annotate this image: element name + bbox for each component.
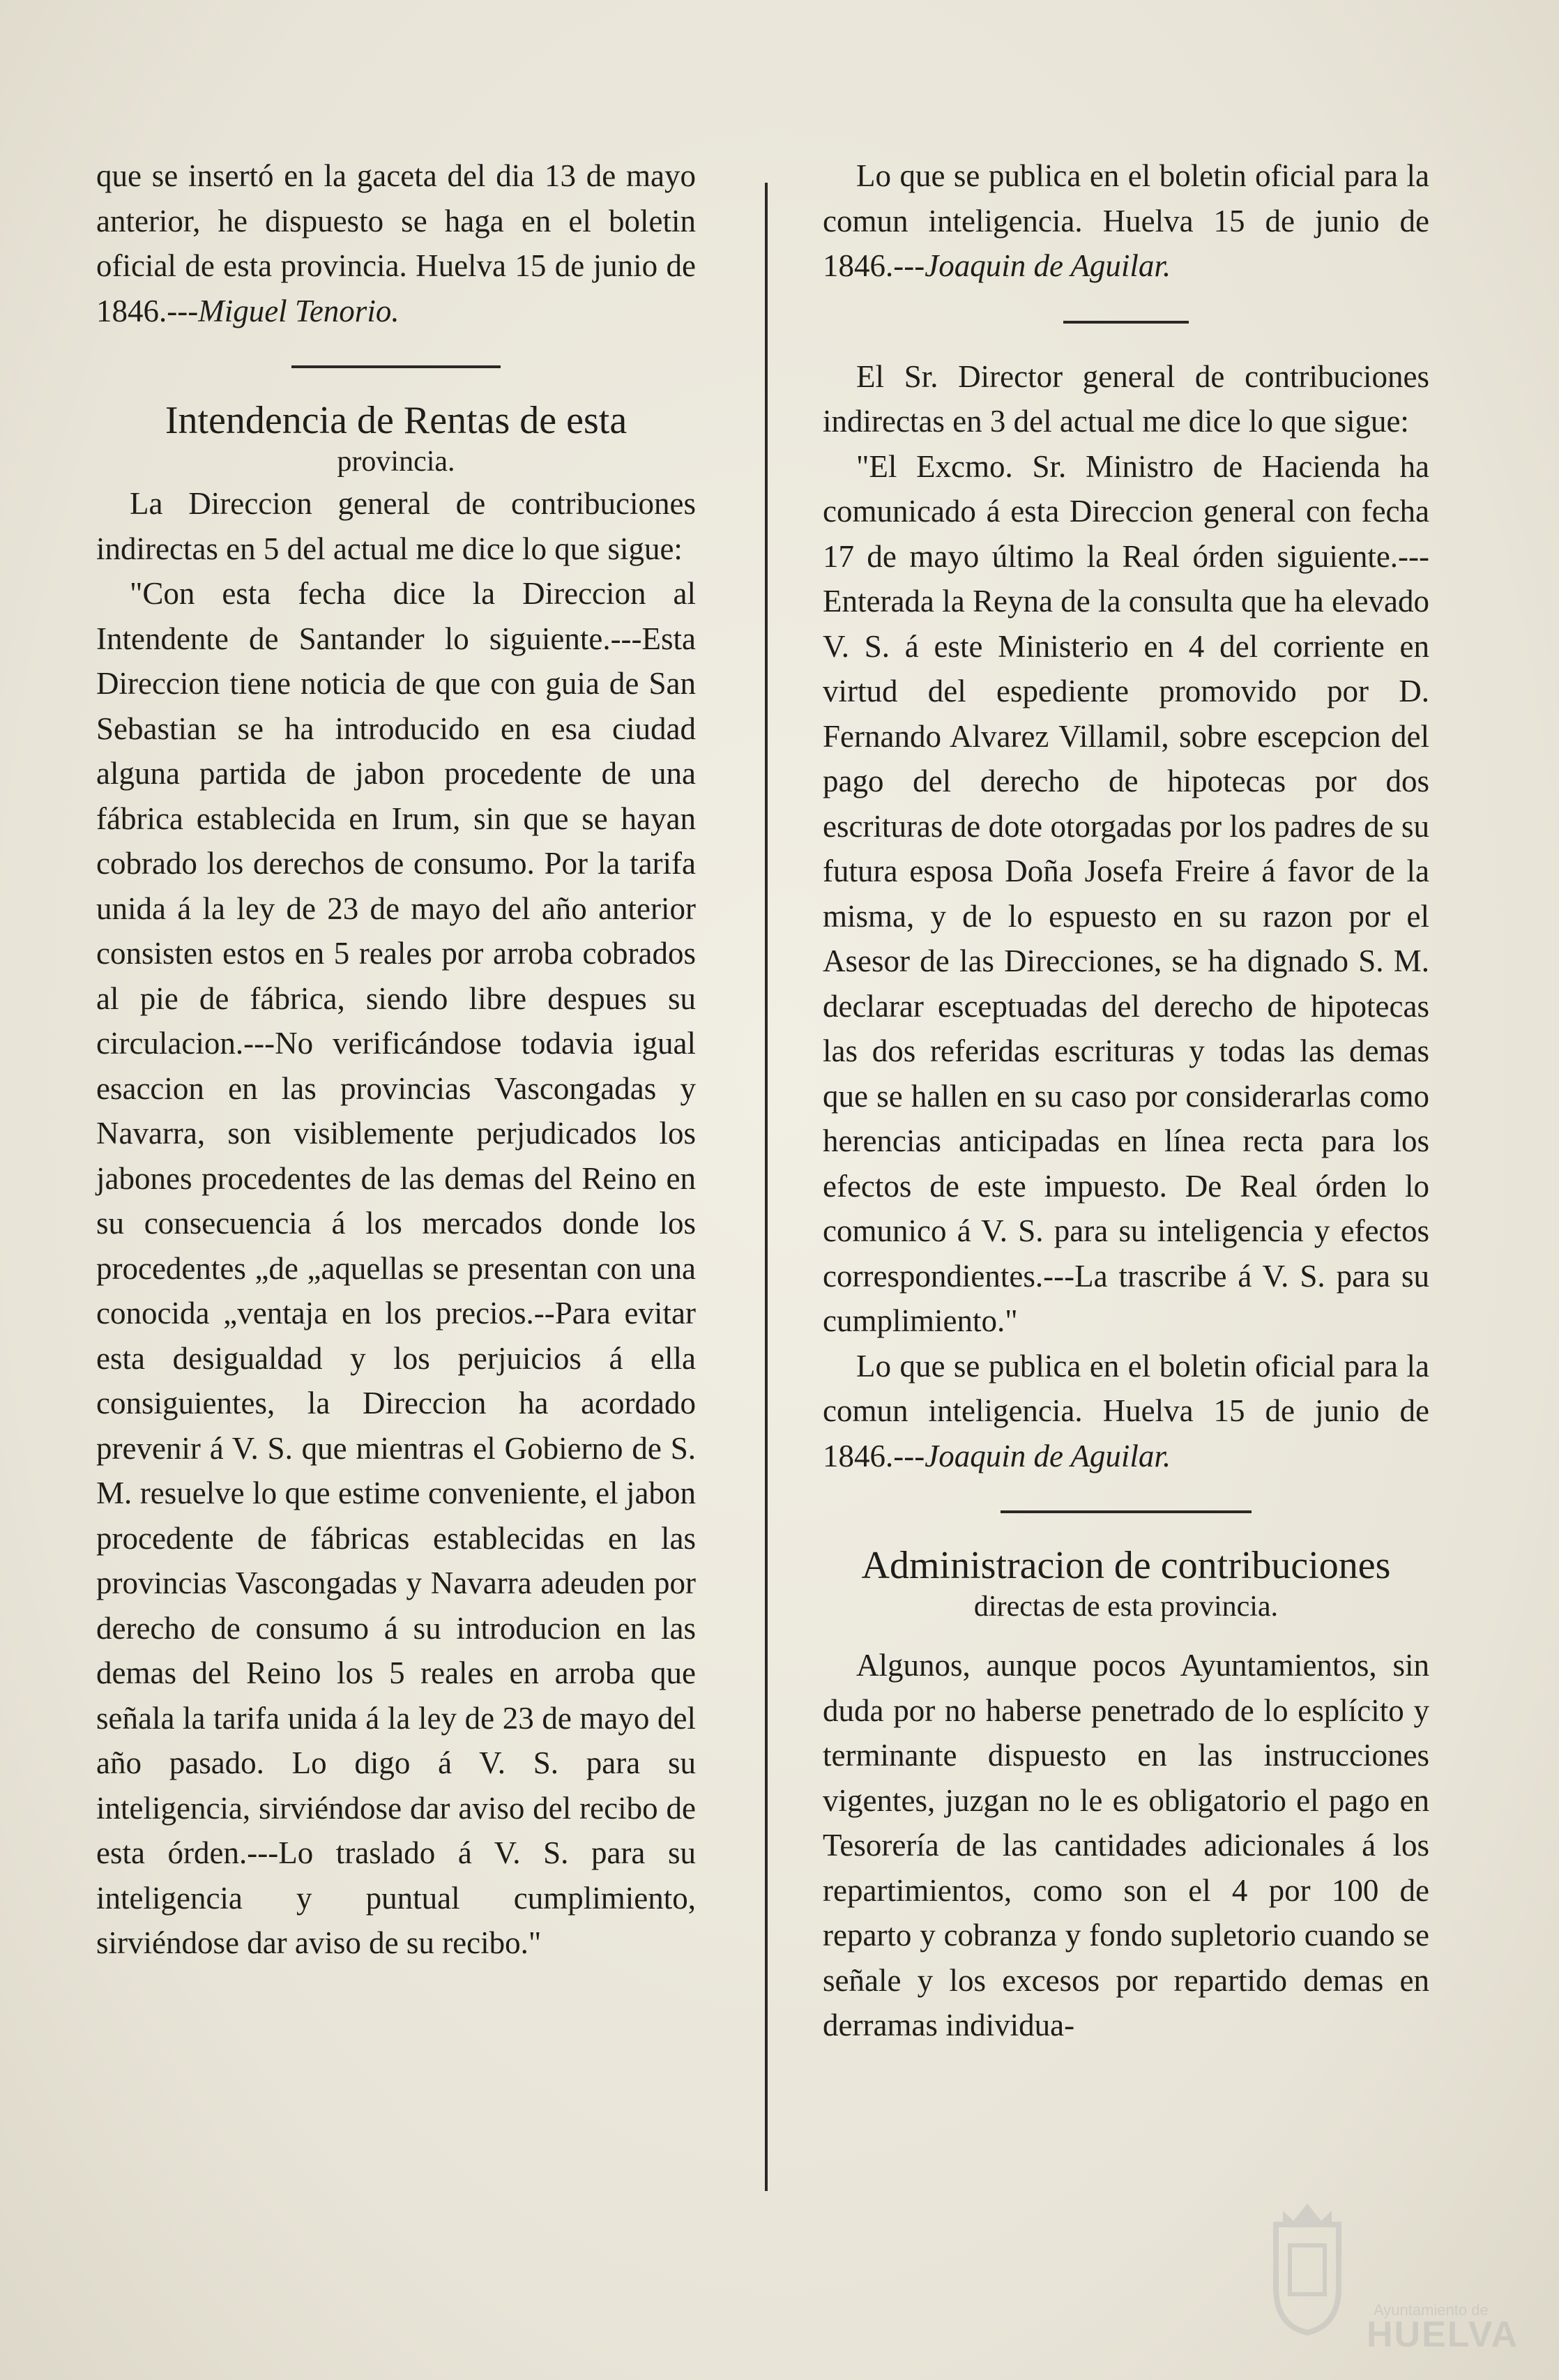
column-divider (765, 183, 768, 2191)
watermark-title: HUELVA (1367, 2314, 1519, 2355)
paragraph: Algunos, aunque pocos Ayuntamientos, sin duda por no haberse penetrado de lo esplícito y terminante dispuesto en las instrucciones vigentes, juzgan no le es obligatorio el pago en Tesorería de las cantidades adicionales á los repartimientos, como son el 4 por 100 de reparto y cobranza y fondo supletorio cuando se señale y los excesos por repartido demas en derramas individua- (823, 1648, 1429, 2042)
paragraph: "El Excmo. Sr. Ministro de Hacienda ha comunicado á esta Direccion general con fecha 17 de mayo último la Real órden siguiente.---Enterada la Reyna de la consulta que ha elevado V. S. á este Ministerio en 4 del corriente en virtud del espediente promovido por D. Fernando Alvarez Villamil, sobre escepcion del pago del derecho de hipotecas por dos escrituras de dote otorgadas por los padres de su futura esposa Doña Josefa Freire á favor de la misma, y de lo espuesto en su razon por el Asesor de las Direcciones, se ha dignado S. M. declarar esceptuadas del derecho de hipotecas las dos referidas escrituras y todas las demas que se hallen en su caso por considerarlas como herencias anticipadas en línea recta para los efectos de este impuesto. De Real órden lo comunico á V. S. para su inteligencia y efectos correspondientes.---La trascribe á V. S. para su cumplimiento." (823, 448, 1429, 1338)
paragraph: El Sr. Director general de contribuciones indirectas en 3 del actual me dice lo que sigue: (823, 358, 1429, 439)
section-subheading: directas de esta provincia. (973, 1591, 1279, 1623)
section-divider (291, 365, 501, 368)
paragraph: La Direccion general de contribuciones indirectas en 5 del actual me dice lo que sigue: (96, 486, 696, 566)
watermark-text: Ayuntamiento de (1374, 2301, 1489, 2319)
section-divider (1001, 1510, 1252, 1513)
section-subheading: provincia. (337, 446, 455, 478)
signature: Joaquin de Aguilar. (925, 248, 1171, 283)
coat-of-arms-icon (1262, 2197, 1353, 2336)
paragraph: Lo que se publica en el boletin oficial para la comun inteligencia. Huelva 15 de junio de 1846.---Joaquin de Aguilar. (823, 158, 1429, 283)
signature: Joaquin de Aguilar. (925, 1438, 1171, 1473)
watermark-logo (1262, 2197, 1519, 2355)
section-heading: Administracion de contribuciones (861, 1544, 1391, 1587)
section-divider (1063, 321, 1189, 324)
right-column (823, 153, 1429, 2048)
intro-paragraph: que se insertó en la gaceta del dia 13 de mayo anterior, he dispuesto se haga en el boletin oficial de esta provincia. Huelva 15 de junio de 1846.---Miguel Tenorio. (96, 158, 696, 328)
left-column (96, 153, 696, 1966)
paragraph: Lo que se publica en el boletin oficial para la comun inteligencia. Huelva 15 de junio de 1846.---Joaquin de Aguilar. (823, 1348, 1429, 1473)
section-heading: Intendencia de Rentas de esta (165, 399, 628, 442)
paragraph: "Con esta fecha dice la Direccion al Intendente de Santander lo siguiente.---Esta Direccion tiene noticia de que con guia de San Sebastian se ha introducido en esa ciudad alguna partida de jabon procedente de una fábrica establecida en Irum, sin que se hayan cobrado los derechos de consumo. Por la tarifa unida á la ley de 23 de mayo del año anterior consisten estos en 5 reales por arroba cobrados al pie de fábrica, siendo libre despues su circulacion.---No verificándose todavia igual esaccion en las provincias Vascongadas y Navarra, son visiblemente perjudicados los jabones procedentes de las demas del Reino en su consecuencia á los mercados donde los procedentes „de „aquellas se presentan con una conocida „ventaja en los precios.--Para evitar esta desigualdad y los perjuicios á ella consiguientes, la Direccion ha acordado prevenir á V. S. que mientras el Gobierno de S. M. resuelve lo que estime conveniente, el jabon procedente de fábricas establecidas en las provincias Vascongadas y Navarra adeuden por derecho de consumo á su introducion en las demas del Reino los 5 reales en arroba que señala la tarifa unida á la ley de 23 de mayo del año pasado. Lo digo á V. S. para su inteligencia, sirviéndose dar aviso del recibo de esta órden.---Lo traslado á V. S. para su inteligencia y puntual cumplimiento, sirviéndose dar aviso de su recibo." (96, 576, 696, 1960)
intro-signature: Miguel Tenorio. (198, 293, 400, 328)
